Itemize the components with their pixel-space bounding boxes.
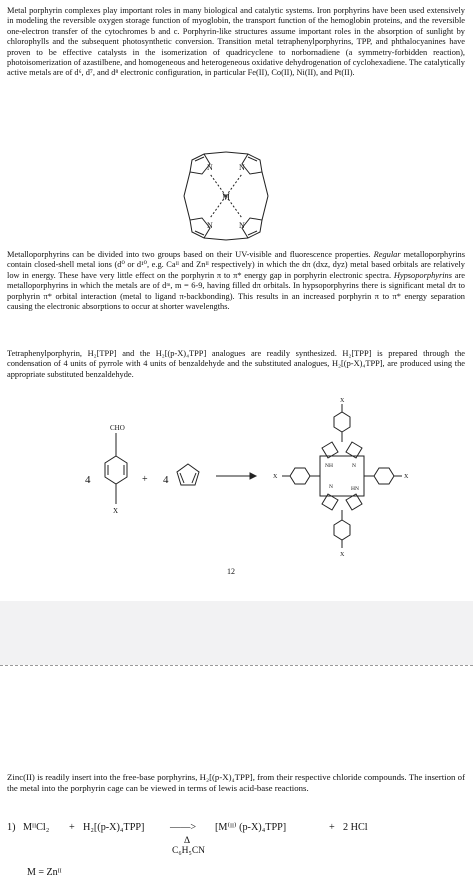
coefficient-4: 4	[163, 474, 169, 486]
product-hcl: 2 HCl	[343, 822, 368, 833]
nitrogen-label: N	[239, 221, 245, 230]
synthesis-scheme	[70, 396, 470, 566]
nitrogen-label: N	[207, 221, 213, 230]
p2-hypso-text: are metalloporphyrins in which the metals are of dᵐ, m = 6-9, having filled dπ orbitals. In hypsoporphyrins there is significant metal dπ to porphyrin π* orbital interaction (metal to ligand π-backbonding). This results in an increased porphyrin π to π* energy separation causing the electronic absorptions to occur at shorter wavelengths.	[7, 270, 465, 312]
reaction-plus: +	[329, 822, 335, 833]
reactant-porphyrin: H₂[(p-X)₄TPP]	[83, 822, 145, 833]
metalloporphyrin-structure	[166, 146, 286, 246]
page-break-divider	[0, 665, 473, 666]
nitrogen-label: N	[352, 463, 356, 469]
product-metalloporphyrin: [M⁽ᴵᴵ⁾ (p-X)₄TPP]	[215, 822, 287, 833]
regular-term: Regular	[373, 250, 401, 259]
x-label: X	[404, 474, 409, 480]
tpp-product	[282, 404, 402, 548]
intro-paragraph: Metal porphyrin complexes play important roles in many biological and catalytic systems. Iron porphyrins have been used extensively in modeling the reversible oxygen storage function of myoglobin, the transport function of the hemoglobin proteins, and the reversible one-electron transfer of the cytochromes b and c. Porphyrin-like structures assume important roles in the absorption of sunlight by chlorophylls and the subsequent photosynthetic conversion. Transition metal tetraphenylporphyrins, TPP, and phthalocyanines have proven to be effective catalysts in the isomerization of quadricyclene to norbornadiene (a symmetry-forbidden reaction), photoisomerization of azastilbene, and homogeneous and heterogeneous oxidative dehydrogenation of cyclohexadiene. The catalytically active metals are of d⁶, d⁷, and d⁸ electronic configuration, in particular Fe(II), Co(II), Ni(II), and Pt(II).	[7, 6, 465, 78]
zinc-insertion-paragraph: Zinc(II) is readily insert into the free-base porphyrins, H₂[(p-X)₄TPP], from their respective chloride compounds. The insertion of the metal into the porphyrin cage can be viewed in terms of lewis acid-base reactions.	[7, 772, 465, 793]
reaction-plus: +	[69, 822, 75, 833]
metal-label: M	[222, 192, 231, 202]
x-label: X	[273, 474, 278, 480]
p2-regular-text: metalloporphyrins contain closed-shell metal ions (d⁰ or d¹⁰, e.g. Caᴵᴵ and Znᴵᴵ respectively) in which the dπ (dxz, dyz) metal based orbitals are relatively low in energy. These have very little effect on the porphyrin π to π* energy gap in porphyrin electronic spectra.	[7, 250, 465, 280]
nitrogen-label: N	[239, 163, 245, 172]
coefficient-4: 4	[85, 474, 91, 486]
benzaldehyde-ring	[105, 433, 127, 504]
metalloporphyrin-paragraph	[7, 250, 465, 312]
metal-definition: M = Znᴵᴵ	[27, 867, 62, 878]
reactant-metal-chloride: MᴵᴵCl₂	[23, 822, 50, 833]
cho-label: CHO	[110, 424, 125, 432]
solvent-label: C₆H₅CN	[172, 846, 206, 856]
reaction-number: 1)	[7, 822, 16, 833]
hn-label: HN	[351, 486, 359, 492]
reaction-arrow-text: ——>	[170, 822, 197, 833]
nitrogen-label: N	[329, 484, 333, 490]
x-label: X	[113, 507, 119, 515]
reaction-arrow	[216, 473, 256, 479]
plus-sign: +	[142, 474, 148, 485]
x-label: X	[340, 552, 345, 558]
hypso-term: Hypsoporphyrins	[393, 270, 453, 280]
synthesis-paragraph: Tetraphenylporphyrin, H₂[TPP] and the H₂[(p-X)₄TPP] analogues are readily synthesized. H₂[TPP] is prepared through the condensation of 4 units of pyrrole with 4 units of benzaldehyde and the substituted analogues, H₂[(p-X)₄TPP], are produced using the appropriate substituted benzaldehyde.	[7, 349, 465, 379]
pyrrole-ring	[177, 464, 199, 485]
heat-symbol: Δ	[183, 836, 191, 846]
reaction-conditions	[172, 836, 206, 856]
x-label: X	[340, 398, 345, 404]
nitrogen-label: N	[207, 163, 213, 172]
page-number: 12	[227, 567, 235, 576]
p2-lead: Metalloporphyrins can be divided into two groups based on their UV-visible and fluorescence properties.	[7, 250, 371, 259]
nh-label: NH	[325, 463, 333, 469]
page-break-band	[0, 601, 473, 665]
